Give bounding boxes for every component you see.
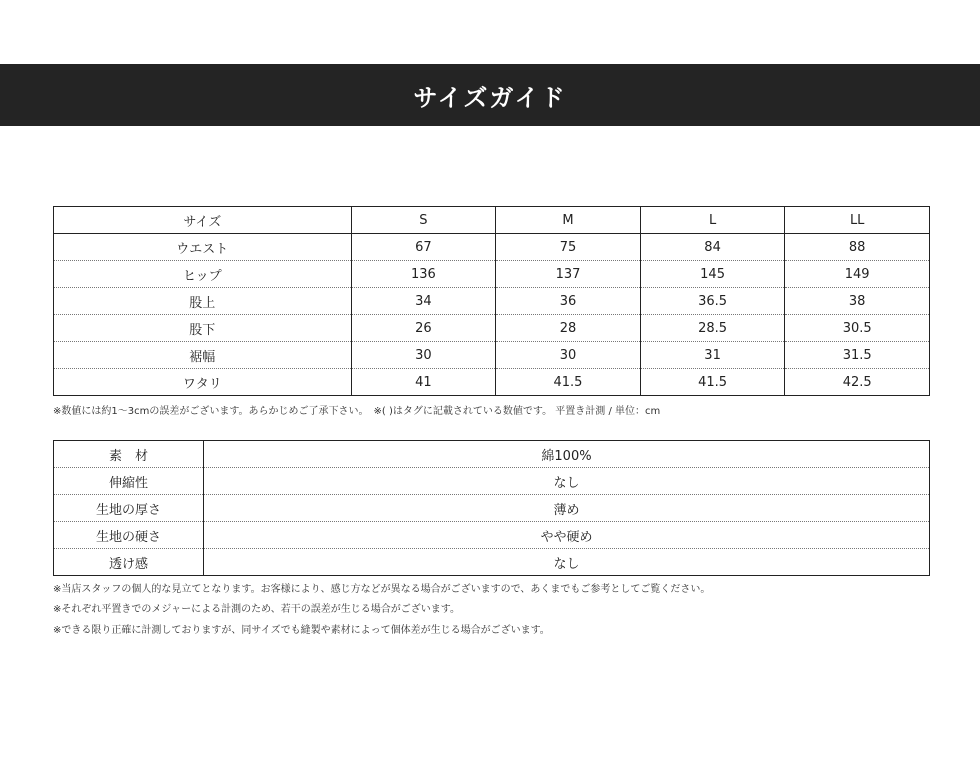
row-label: ヒップ (54, 261, 352, 288)
table-row (54, 495, 930, 522)
row-label: ワタリ (54, 369, 352, 396)
size-table (53, 206, 930, 396)
table-row (54, 441, 930, 468)
page-banner (0, 64, 980, 126)
table-row (54, 315, 930, 342)
table-cell: 31.5 (785, 342, 930, 369)
table-cell: 149 (785, 261, 930, 288)
size-table-note: ※数値には約1〜3cmの誤差がございます。あらかじめご了承下さい。 ※( )はタグに記載されている数値です。 平置き計測 / 単位：cm (53, 406, 661, 417)
footnote: ※当店スタッフの個人的な見立てとなります。お客様により、感じ方などが異なる場合がございますので、あくまでもご参考としてご覧ください。 (53, 584, 711, 595)
table-cell: 26 (351, 315, 496, 342)
row-label: 股下 (54, 315, 352, 342)
table-cell: 88 (785, 234, 930, 261)
table-row (54, 468, 930, 495)
table-cell: 28.5 (640, 315, 785, 342)
row-label: 素 材 (54, 441, 204, 468)
row-label: 股上 (54, 288, 352, 315)
table-row (54, 288, 930, 315)
table-cell: 30 (351, 342, 496, 369)
header-cell: S (351, 207, 496, 234)
row-label: ウエスト (54, 234, 352, 261)
table-cell: 38 (785, 288, 930, 315)
table-row (54, 369, 930, 396)
table-cell: 薄め (204, 495, 930, 522)
table-cell: 36 (496, 288, 641, 315)
table-cell: 42.5 (785, 369, 930, 396)
row-label: 生地の厚さ (54, 495, 204, 522)
table-cell: 41.5 (496, 369, 641, 396)
header-cell: サイズ (54, 207, 352, 234)
table-cell: 30.5 (785, 315, 930, 342)
table-cell: 67 (351, 234, 496, 261)
table-cell: 137 (496, 261, 641, 288)
table-cell: 41 (351, 369, 496, 396)
page-title: サイズガイド (413, 83, 567, 112)
table-row (54, 522, 930, 549)
row-label: 裾幅 (54, 342, 352, 369)
table-row (54, 342, 930, 369)
table-cell: 31 (640, 342, 785, 369)
row-label: 透け感 (54, 549, 204, 576)
header-cell: L (640, 207, 785, 234)
row-label: 伸縮性 (54, 468, 204, 495)
table-cell: なし (204, 468, 930, 495)
table-cell: 30 (496, 342, 641, 369)
header-cell: M (496, 207, 641, 234)
table-cell: なし (204, 549, 930, 576)
material-spec-table (53, 440, 930, 576)
table-cell: 145 (640, 261, 785, 288)
table-cell: 34 (351, 288, 496, 315)
table-row (54, 261, 930, 288)
table-cell: 84 (640, 234, 785, 261)
row-label: 生地の硬さ (54, 522, 204, 549)
footnote: ※できる限り正確に計測しておりますが、同サイズでも縫製や素材によって個体差が生じる場合がございます。 (53, 625, 550, 636)
table-cell: やや硬め (204, 522, 930, 549)
table-cell: 28 (496, 315, 641, 342)
table-header-row (54, 207, 930, 234)
table-cell: 136 (351, 261, 496, 288)
table-cell: 36.5 (640, 288, 785, 315)
table-cell: 75 (496, 234, 641, 261)
footnote: ※それぞれ平置きでのメジャーによる計測のため、若干の誤差が生じる場合がございます。 (53, 604, 460, 615)
header-cell: LL (785, 207, 930, 234)
table-row (54, 234, 930, 261)
table-row (54, 549, 930, 576)
table-cell: 41.5 (640, 369, 785, 396)
table-cell: 綿100% (204, 441, 930, 468)
